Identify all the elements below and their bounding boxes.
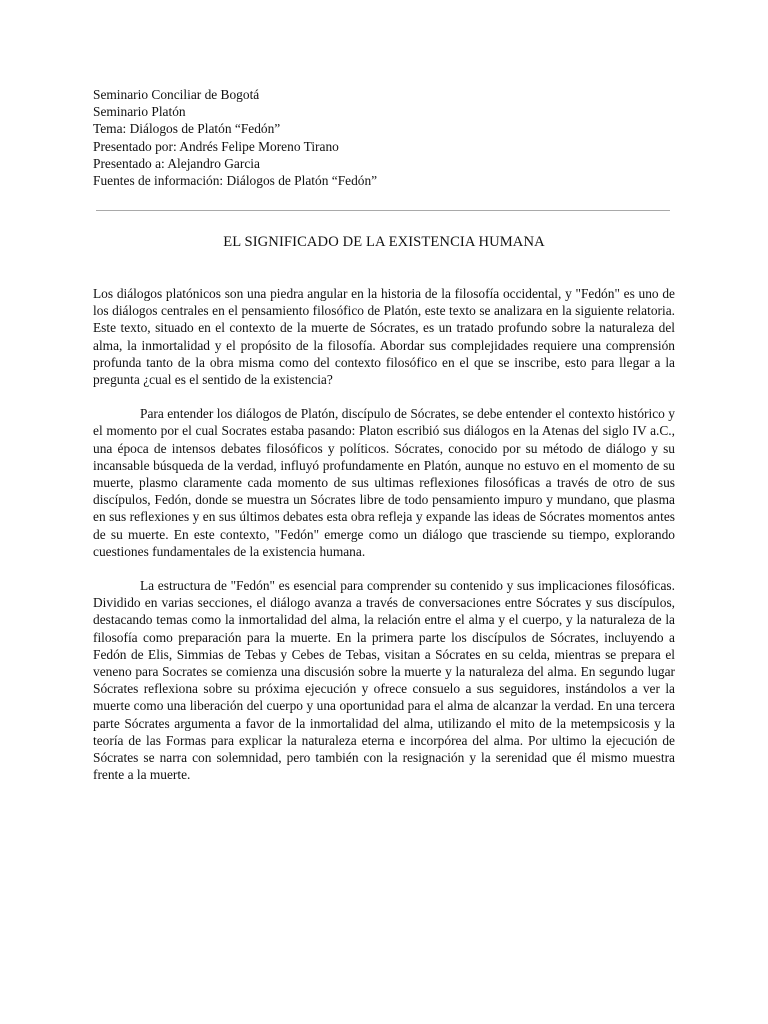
- header-institution: Seminario Conciliar de Bogotá: [93, 87, 260, 102]
- paragraph-context: Para entender los diálogos de Platón, discípulo de Sócrates, se debe entender el contexto histórico y el momento por el cual Socrates estaba pasando: Platon escribió sus diálogos en la Atenas del siglo IV a.C., una época de intensos debates filosóficos y políticos. Sócrates, conocido por su método de diálogo y su incansable búsqueda de la verdad, influyó profundamente en Platón, aunque no estuvo en el momento de su muerte, plasmo claramente cada momento de sus ultimas reflexiones filosóficas a través de otro de sus discípulos, Fedón, donde se muestra un Sócrates libre de todo pensamiento impuro y mundano, que plasma en sus reflexiones y en sus últimos debates esta obra refleja y expande las ideas de Sócrates momentos antes de su muerte. En este contexto, "Fedón" emerge como un diálogo que trasciende su tiempo, explorando cuestiones fundamentales de la existencia humana.: [93, 406, 675, 559]
- header-divider: [96, 210, 670, 211]
- header-author: Presentado por: Andrés Felipe Moreno Tirano: [93, 138, 339, 154]
- document-title: EL SIGNIFICADO DE LA EXISTENCIA HUMANA: [223, 234, 545, 250]
- paragraph-structure: La estructura de "Fedón" es esencial para comprender su contenido y sus implicaciones filosóficas. Dividido en varias secciones, el diálogo avanza a través de conversaciones entre Sócrates y sus discípulos, destacando temas como la inmortalidad del alma, la relación entre el alma y el cuerpo, y la naturaleza de la filosofía como preparación para la muerte. En la primera parte los discípulos de Sócrates, incluyendo a Fedón de Elis, Simmias de Tebas y Cebes de Tebas, visitan a Sócrates en su celda, mientras se prepara el veneno para Socrates se comienza una discusión sobre la muerte y la naturaleza del alma. En segundo lugar Sócrates reflexiona sobre su próxima ejecución y ofrece consuelo a sus seguidores, instándolos a ver la muerte como una liberación del cuerpo y una oportunidad para el alma de alcanzar la verdad. En una tercera parte Sócrates argumenta a favor de la inmortalidad del alma, utilizando el mito de la metempsicosis y la teoría de las Formas para explicar la naturaleza eterna e incorpórea del alma. Por ultimo la ejecución de Sócrates se narra con solemnidad, pero también con la resignación y la serenidad que él mismo muestra frente a la muerte.: [93, 578, 675, 783]
- paragraph-intro: Los diálogos platónicos son una piedra angular en la historia de la filosofía occidental, y "Fedón" es uno de los diálogos centrales en el pensamiento filosófico de Platón, este texto se analizara en la siguiente relatoria. Este texto, situado en el contexto de la muerte de Sócrates, es un tratado profundo sobre la naturaleza del alma, la inmortalidad y el propósito de la filosofía. Abordar sus complejidades requiere una comprensión profunda tanto de la obra misma como del contexto filosófico en el que se inscribe, esto para llegar a la pregunta ¿cual es el sentido de la existencia?: [93, 286, 675, 388]
- header-seminar: Seminario Platón: [93, 104, 186, 120]
- header-topic: Tema: Diálogos de Platón “Fedón”: [93, 121, 281, 137]
- header-recipient: Presentado a: Alejandro Garcia: [93, 155, 260, 171]
- document-body: [93, 285, 675, 783]
- document-header: [93, 86, 593, 189]
- header-sources: Fuentes de información: Diálogos de Platón “Fedón”: [93, 173, 378, 189]
